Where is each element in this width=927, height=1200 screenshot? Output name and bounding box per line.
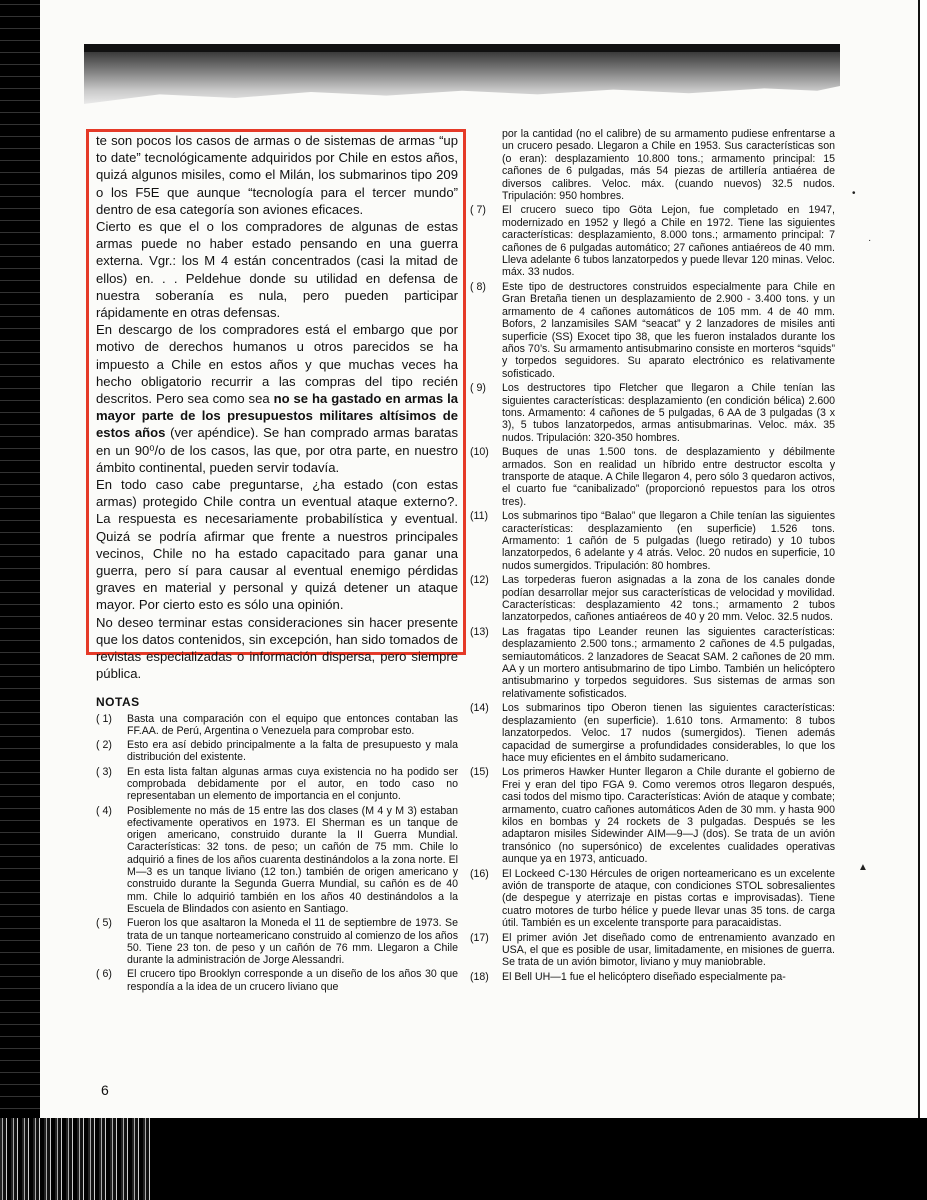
footnote (470, 626, 835, 700)
scan-speck: • (852, 188, 856, 199)
paragraph-text: No deseo terminar estas consideraciones sin hacer presente que los datos contenidos, sin excepción, han sido tomados de revistas especializadas o información dispersa, pero siempre pública. (96, 614, 458, 682)
footnote-number: (10) (470, 446, 489, 459)
footnote-text: Los destructores tipo Fletcher que llegaron a Chile tenían las siguientes características: desplazamiento (en condición bélica) 2.600 tons. Armamento: 4 cañones de 5 pulgadas, 6 AA de 3 pulgadas (3 x 3), 5 tubos lanzatorpedos, armas antisubmarinas. Veloc. máx. 35 nudos. Tripulación: 320-350 hombres. (502, 382, 835, 444)
footnote-number: ( 3) (96, 765, 112, 778)
footnote (470, 204, 835, 278)
footnote-number: (18) (470, 970, 489, 983)
footnote-text: Basta una comparación con el equipo que entonces contaban las FF.AA. de Perú, Argentina o Venezuela para comprobar esto. (127, 712, 458, 737)
footnote-text: Los submarinos tipo Oberon tienen las siguientes características: desplazamiento (en superficie). 1.610 tons. Armamento: 8 tubos lanzatorpedos. Veloc. 17 nudos (sumergidos). Tienen además capacidad de sumergirse a profundidades considerables, lo que los hace muy eficientes en el ámbito sudamericano. (502, 702, 835, 764)
footnote-number: ( 6) (96, 968, 112, 981)
scan-bottom-artifact (0, 1118, 927, 1200)
footnote-text: Posiblemente no más de 15 entre las dos clases (M 4 y M 3) estaban efectivamente operativos en 1973. El Sherman es un tanque de origen americano, construido durante la II Guerra Mundial. Características: 32 tons. de peso; un cañón de 75 mm. Chile lo adquirió a fines de los años cuarenta destinándolos a la zona norte. El M—3 es un tanque liviano (12 ton.) también de origen americano y construido durante la Segunda Guerra Mundial, su cañón es de 40 mm. Chile lo adquirió también en los años 40 destinándolos a la Escuela de Blindados con asiento en Santiago. (127, 804, 458, 915)
paragraph-text: En todo caso cabe preguntarse, ¿ha estado (con estas armas) protegido Chile contra un eventual ataque externo?. La respuesta es necesariamente probabilística y eventual. Quizá se podría afirmar que frente a nuestros principales vecinos, Chile no ha estado capacitado para ganar una guerra, pero sí para causar al eventual enemigo pérdidas graves en material y personal y quizá detener un ataque mayor. Por cierto esto es sólo una opinión. (96, 477, 458, 613)
footnote (96, 713, 458, 738)
footnote-number: (13) (470, 625, 489, 638)
footnote (96, 766, 458, 803)
footnote-text: Fueron los que asaltaron la Moneda el 11 de septiembre de 1973. Se trata de un tanque norteamericano construido al comienzo de los años 50. Tiene 23 ton. de peso y un cañón de 76 mm. Llegaron a Chile durante la administración de Jorge Alessandri. (127, 917, 458, 967)
notes-list-right (470, 204, 835, 983)
footnote-number: ( 8) (470, 280, 486, 293)
page-number: 6 (101, 1082, 109, 1098)
right-column (470, 128, 835, 985)
scan-speck: ▲ (858, 862, 868, 873)
footnote-text: Las fragatas tipo Leander reunen las siguientes características: desplazamiento 2.500 tons.; armamento 2 cañones de 4.5 pulgadas, semiautomáticos. 2 lanzadores de Seacat SAM. 2 cañones de 20 mm. AA y un mortero antisubmarino de tipo Limbo. También un helicóptero antisubmarino y torpedos seguidores. Sus sistemas de armas son relativamente sofisticados. (502, 625, 835, 700)
footnote-number: ( 4) (96, 804, 112, 817)
footnote-number: ( 9) (470, 382, 486, 395)
footnote (96, 968, 458, 993)
body-paragraph (96, 321, 458, 476)
footnote-number: (14) (470, 702, 489, 715)
footnote-text: El Bell UH—1 fue el helicóptero diseñado especialmente pa- (502, 970, 786, 983)
footnote (470, 971, 835, 983)
emphasis-text: no se ha gastado en armas la mayor parte de los presupuestos militares altísimos de estos años (96, 391, 459, 441)
body-paragraph (96, 132, 458, 218)
footnote (470, 281, 835, 380)
scan-right-border (918, 0, 927, 1118)
footnote-number: ( 7) (470, 204, 486, 217)
scan-speck: · (868, 235, 872, 246)
footnote-text: En esta lista faltan algunas armas cuya existencia no ha podido ser comprobada debidamente por el autor, en todo caso no representaban un elemento de importancia en el conjunto. (127, 765, 458, 803)
left-column (96, 132, 458, 995)
footnote (96, 739, 458, 764)
footnote-number: (11) (470, 510, 489, 523)
footnote-text: El Lockeed C-130 Hércules de origen norteamericano es un excelente avión de transporte de ataque, con condiciones STOL sobresalientes (de despegue y aterrizaje en pistas cortas e improvisadas). Tiene cuatro motores de turbo hélice y puede llevar unas 35 tons. de carga útil. También es un excelente transporte para paracaidistas. (502, 867, 835, 930)
footnote (470, 932, 835, 969)
note-continuation: por la cantidad (no el calibre) de su armamento pudiese enfrentarse a un crucero pesado. Llegaron a Chile en 1953. Sus características son (o eran): desplazamiento 10.800 tons.; armamento principal: 15 cañones de 6 pulgadas, más 54 piezas de artillería antiaérea de diversos calibres. Veloc. máx. (cuando nuevos) 32.5 nudos. Tripulación: 950 hombres. (502, 128, 835, 203)
paragraph-text: (ver apéndice). Se han comprado armas baratas en un 90⁰/o de los casos, las que, por otra parte, en nuestro ámbito continental, pueden servir todavía. (96, 425, 458, 475)
paragraph-text: te son pocos los casos de armas o de sistemas de armas “up to date” tecnológicamente adquiridos por Chile en estos años, quizá algunos misiles, como el Milán, los submarinos tipo 209 o los F5E que aunque “tecnología para el tercer mundo” dentro de esa categoría son aviones eficaces. (96, 133, 458, 217)
footnote-text: El crucero sueco tipo Göta Lejon, fue completado en 1947, modernizado en 1952 y llegó a Chile en 1972. Tiene las siguientes características: desplazamiento, 8.000 tons.; armamento principal: 7 cañones de 6 pulgadas automático; 27 cañones antiaéreos de 40 mm. Lleva adelante 6 tubos lanzatorpedos y puede llevar 120 minas. Veloc. máx. 33 nudos. (502, 204, 835, 279)
footnote-text: Este tipo de destructores construidos especialmente para Chile en Gran Bretaña tienen un desplazamiento de 2.900 - 3.400 tons. y un armamento de 4 cañones automáticos de 105 mm. 4 de 40 mm. Bofors, 2 lanzamisiles SAM “seacat” y 2 lanzadores de misiles anti superficie (SS) Exocet tipo 38, que les fueron instalados durante los años 70’s. Su armamento antisubmarino consiste en morteros “squids” y torpedos seguidores. Su aparato electrónico es relativamente sofisticado. (502, 280, 835, 380)
footnote-number: ( 2) (96, 739, 112, 752)
footnote (470, 382, 835, 444)
footnote (470, 574, 835, 624)
paragraph-text: En descargo de los compradores está el embargo que por motivo de derechos humanos u otros parecidos se ha impuesto a Chile en estos años y que muchas veces ha hecho obligatorio recurrir a las compras del tipo recién descritos. Pero sea como sea (96, 322, 458, 407)
footnote-number: (16) (470, 867, 489, 880)
paragraph-text: Cierto es que el o los compradores de algunas de estas armas puede no haber estado pensando en una guerra externa. Vgr.: los M 4 están concentrados (casi la mitad de ellos) en. . . Peldehue donde su utilidad en defensa de nuestra soberanía es nula, pero pueden participar rápidamente en otras defensas. (96, 219, 458, 321)
footnote-number: ( 5) (96, 917, 112, 930)
footnote (470, 868, 835, 930)
footnote-text: Los primeros Hawker Hunter llegaron a Chile durante el gobierno de Frei y eran del tipo FGA 9. Como veremos otros llegaron después, casi todos del mismo tipo. Características: Avión de ataque y combate; armamento, cuatro cañones automáticos Aden de 30 mm. y hasta 900 kilos en bombas y 24 rockets de 3 pulgadas. Después se les adaptaron misiles Sidewinder AIM—9—J (dos). Se trata de un avión transónico (no supersónico) de excelentes cualidades operativas aunque ya en 1973, anticuado. (502, 766, 835, 866)
footnote (96, 917, 458, 966)
footnote (470, 446, 835, 508)
body-paragraph (96, 218, 458, 321)
footnote-text: El primer avión Jet diseñado como de entrenamiento avanzado en USA, el que es posible de usar, limitadamente, en misiones de guerra. Se trata de un avión bimotor, liviano y muy maniobrable. (502, 931, 835, 969)
body-paragraph (96, 614, 458, 683)
footnote-text: El crucero tipo Brooklyn corresponde a un diseño de los años 30 que respondía a la idea de un crucero liviano que (127, 968, 458, 993)
footnote-text: Buques de unas 1.500 tons. de desplazamiento y débilmente armados. Son en realidad un híbrido entre destructor escolta y transporte de ataque. A Chile llegaron 4, pero sólo 3 quedaron activos, el cuarto fue “canibalizado” (proporcionó repuestos para los otros tres). (502, 446, 835, 508)
footnote-text: Los submarinos tipo “Balao” que llegaron a Chile tenían las siguientes características: desplazamiento (en superficie) 1.526 tons. Armamento: 1 cañón de 5 pulgadas (luego retirado) y 10 tubos lanzatorpedos, 6 adelante y 4 atrás. Veloc. 20 nudos en superficie, 10 nudos sumergidos. Tripulación: 80 hombres. (502, 510, 835, 572)
footnote (470, 766, 835, 865)
footnote (470, 702, 835, 764)
body-text (96, 132, 458, 683)
footnote-number: (12) (470, 574, 489, 587)
body-paragraph (96, 476, 458, 614)
footnote-number: ( 1) (96, 712, 112, 725)
footnote (96, 805, 458, 916)
footnote-number: (17) (470, 931, 489, 944)
footnote-number: (15) (470, 766, 489, 779)
footnote (470, 510, 835, 572)
footnote-text: Las torpederas fueron asignadas a la zona de los canales donde podían desarrollar mejor sus características de velocidad y movilidad. Características: desplazamiento 42 tons.; armamento 2 tubos lanzatorpedos, cañones antiaéreos de 40 y 20 mm. Veloc. 32.5 nudos. (502, 574, 835, 624)
scan-left-border (0, 0, 40, 1118)
notes-title: NOTAS (96, 694, 140, 709)
notes-list-left (96, 713, 458, 994)
footnote-text: Esto era así debido principalmente a la falta de presupuesto y mala distribución del existente. (127, 739, 458, 764)
